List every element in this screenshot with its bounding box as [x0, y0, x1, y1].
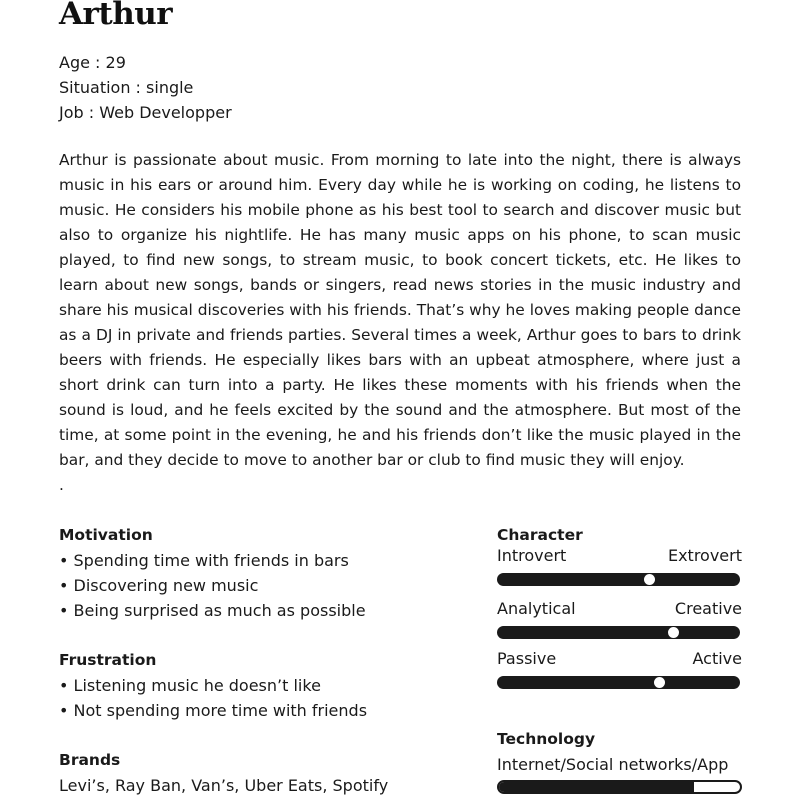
- brands-section: [59, 748, 459, 798]
- list-item: • Listening music he doesn’t like: [59, 676, 321, 695]
- scale-left-label: Analytical: [497, 599, 576, 618]
- frustration-section: [59, 648, 459, 723]
- frustration-heading: Frustration: [59, 651, 157, 669]
- character-heading: Character: [497, 526, 583, 544]
- slider-knob: [644, 574, 655, 585]
- age-text: Age : 29: [59, 53, 126, 72]
- slider-knob: [668, 627, 679, 638]
- frustration-list: [59, 673, 459, 723]
- situation-text: Situation : single: [59, 78, 194, 97]
- technology-progress-bar: [497, 780, 742, 794]
- technology-heading: Technology: [497, 730, 596, 748]
- technology-section: [497, 728, 742, 794]
- scale-track: [497, 626, 740, 639]
- list-item: • Discovering new music: [59, 576, 259, 595]
- scale-right-label: Creative: [674, 599, 742, 618]
- scale-track: [497, 676, 740, 689]
- slider-knob: [654, 677, 665, 688]
- scale-right-label: Extrovert: [667, 546, 742, 565]
- list-item: • Not spending more time with friends: [59, 701, 368, 720]
- persona-bio: [59, 148, 741, 498]
- scale-left-label: Passive: [497, 649, 557, 668]
- bio-text: Arthur is passionate about music. From morning to late into the night, there is always music in his ears or around him. Every day while he is working on coding, he listens to music. He considers his mobile phone as his best tool to search and discover music but also to organize his nightlife. He has many music apps on his phone, to scan music played, to find new songs, to stream music, to book concert tickets, etc. He likes to learn about new songs, bands or singers, read news stories in the music industry and share his musical discoveries with his friends. That’s why he loves making people dance as a DJ in private and friends parties. Several times a week, Arthur goes to bars to drink beers with friends. He especially likes bars with an upbeat atmosphere, where just a short drink can turn into a party. He likes these moments with his friends when the sound is loud, and he feels excited by the sound and the atmosphere. But most of the time, at some point in the evening, he and his friends don’t like the music played in the bar, and they decide to move to another bar or club to find music they will enjoy.: [59, 151, 741, 469]
- progress-fill: [499, 782, 694, 792]
- persona-facts: [59, 50, 232, 125]
- character-scale-passive-active: [497, 649, 742, 699]
- scale-track: [497, 573, 740, 586]
- character-scale-analytical-creative: [497, 599, 742, 649]
- scale-right-label: Active: [692, 649, 742, 668]
- brands-heading: Brands: [59, 751, 121, 769]
- motivation-section: [59, 523, 459, 623]
- brands-text: Levi’s, Ray Ban, Van’s, Uber Eats, Spotify: [59, 776, 389, 795]
- character-scale-introvert-extrovert: [497, 546, 742, 596]
- technology-label: Internet/Social networks/App: [497, 755, 729, 774]
- list-item: • Being surprised as much as possible: [59, 601, 366, 620]
- motivation-heading: Motivation: [59, 526, 153, 544]
- character-section: [497, 524, 742, 699]
- motivation-list: [59, 548, 459, 623]
- scale-left-label: Introvert: [497, 546, 567, 565]
- list-item: • Spending time with friends in bars: [59, 551, 349, 570]
- job-text: Job : Web Developper: [59, 103, 232, 122]
- persona-name: Arthur: [59, 0, 173, 32]
- bio-end-mark: .: [59, 476, 64, 494]
